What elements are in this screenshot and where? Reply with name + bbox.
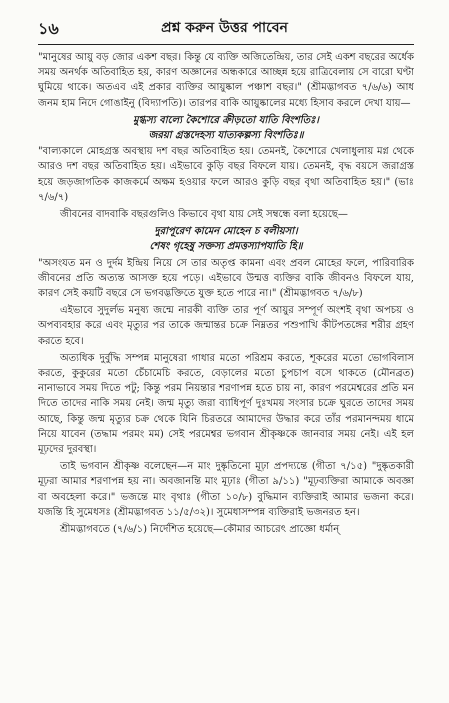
sanskrit-verse <box>38 113 414 143</box>
paragraph: এইভাবে সুদুর্লভ মনুষ্য জন্মে নারকী ব্যক্তি তার পূর্ণ আয়ুর সম্পূর্ণ অংশই বৃথা অপচয় ও অপব্যবহার করে এবং মৃত্যুর পর তাকে জন্মান্তর চক্রে নিম্নতর পশুপাখি কীটপতঙ্গের শরীর গ্রহণ করতে হবে। <box>38 305 414 347</box>
header-rule <box>38 44 414 45</box>
paragraph: শ্রীমদ্ভাগবতে (৭/৬/১) নির্দেশিত হয়েছে—কৌমার আচরেৎ প্রাজ্ঞো ধর্মান্ <box>60 524 340 536</box>
paragraph: "মানুষের আয়ু বড় জোর একশ বছর। কিন্তু যে ব্যক্তি অজিতেন্দ্রিয়, তার সেই একশ বছরের অর্ধেক সময় অনর্থক অতিবাহিত হয়, কারণ অজ্ঞানের অন্ধকারে আচ্ছন্ন হয়ে রাত্রিবেলায় সে বারো ঘণ্টা ঘুমিয়ে থাকে। অতএব এই প্রকার ব্যক্তির আয়ুষ্কাল পঞ্চাশ বছর।" (শ্রীমদ্ভাগবত ৭/৬/৬) আধ জনম হাম নিদে গোঙাইনু (বিদ্যাপতি)। তারপর বাকি আয়ুষ্কালের মধ্যে হিসাব করলে দেখা যায়— <box>38 52 414 109</box>
verse-line: মুগ্ধস্য বাল্যে কৈশোরে ক্রীড়তো যাতি বিংশতিঃ। <box>132 114 320 126</box>
paragraph: জীবনের বাদবাকি বছরগুলিও কিভাবে বৃথা যায় সেই সম্বন্ধে বলা হয়েছে— <box>60 209 348 221</box>
page-body <box>38 50 414 698</box>
verse-line: জরয়া গ্রস্তদেহস্য যাত্যকল্পস্য বিংশতিঃ॥ <box>148 130 304 142</box>
verse-line: দুরাপূরেণ কামেন মোহেন চ বলীয়সা। <box>154 226 298 238</box>
paragraph: অত্যধিক দুর্বুদ্ধি সম্পন্ন মানুষেরা গাধার মতো পরিশ্রম করতে, শূকরের মতো ভোগবিলাস করতে, কুকুরের মতো চেঁচামেচি করতে, বেড়ালের মতো চুপচাপ বসে থাকতে (মৌনব্রত) নানাভাবে সময় দিতে পটু; কিন্তু পরম নিয়ন্তার শরণাপন্ন হতে চায় না, কারণ পরমেশ্বরের প্রতি মন দিতে তাদের নাকি সময় নেই। জন্ম মৃত্যু জরা ব্যাধিপূর্ণ দুঃখময় সংসার চক্রে ঘুরতে তাদের সময় আছে, কিন্তু জন্ম মৃত্যুর চক্র থেকে যিনি চিরতরে আমাদের উদ্ধার করে তাঁর পরমানন্দময় ধামে নিয়ে যাবেন (তদ্ধাম পরমং মম) সেই পরমেশ্বর ভগবান শ্রীকৃষ্ণকে জানবার সময় নেই। এই হল মূঢ়দের দুরবস্থা। <box>38 352 414 456</box>
paragraph: তাই ভগবান শ্রীকৃষ্ণ বলেছেন—ন মাং দুষ্কৃতিনো মূঢ়া প্রপদ্যন্তে (গীতা ৭/১৫) "দুষ্কৃতকারী মূঢ়রা আমার শরণাপন্ন হয় না। অবজানন্তি মাং মূঢ়াঃ (গীতা ৯/১১) "মূঢ়ব্যক্তিরা আমাকে অবজ্ঞা বা অবহেলা করে।" ভজন্তে মাং বৃথাঃ (গীতা ১০/৮) বুদ্ধিমান ব্যক্তিরাই আমার ভজনা করে। যজন্তি হি সুমেধসঃ (শ্রীমদ্ভাগবত ১১/৫/৩২)। সুমেধাসম্পন্ন ব্যক্তিরাই ভজনরত হন। <box>38 461 414 518</box>
page-header <box>0 16 449 38</box>
running-title: প্রশ্ন করুন উত্তর পাবেন <box>161 20 288 36</box>
sanskrit-verse <box>38 224 414 254</box>
verse-line: শেষং গৃহেষু সক্তস্য প্রমত্তস্যাপযাতি হি॥ <box>149 241 303 253</box>
paragraph: "অসংযত মন ও দুর্দম ইন্দ্রিয় নিয়ে সে তার অতৃপ্ত কামনা এবং প্রবল মোহের ফলে, পারিবারিক জীবনের প্রতি অত্যন্ত আসক্ত হয়ে পড়ে। এইভাবে উন্মত্ত ব্যক্তির বাকি জীবনও বিফলে যায়, কারণ সেই কয়টি বছরে সে ভগবদ্ভক্তিতে যুক্ত হতে পারে না।" (শ্রীমদ্ভাগবত ৭/৬/৮) <box>38 257 414 300</box>
page-number: ১৬ <box>38 19 59 38</box>
paragraph: "বাল্যকালে মোহগ্রস্ত অবস্থায় দশ বছর অতিবাহিত হয়। তেমনই, কৈশোরে খেলাধুলায় মগ্ন থেকে আরও দশ বছর অতিবাহিত হয়। এইভাবে কুড়ি বছর বিফলে যায়। তেমনই, বৃদ্ধ বয়সে জরাগ্রস্ত হয়ে জড়জাগতিক কাজকর্মে অক্ষম হওয়ার ফলে আরও কুড়ি বছর বৃথা অতিবাহিত হয়।" (ভাঃ ৭/৬/৭) <box>38 146 414 203</box>
